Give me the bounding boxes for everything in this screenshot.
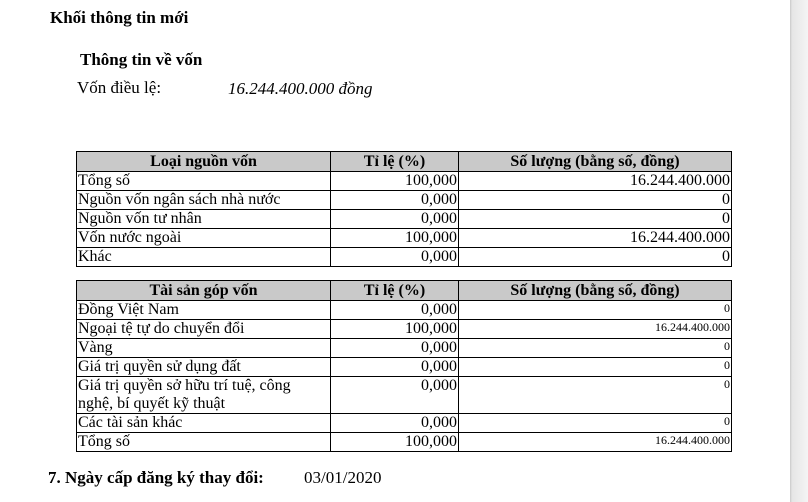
row-name: Tổng số (77, 433, 331, 452)
registration-date-label: 7. Ngày cấp đăng ký thay đổi: (48, 468, 264, 487)
capital-section-title: Thông tin về vốn (80, 50, 203, 69)
row-name: Đồng Việt Nam (77, 301, 331, 320)
capital-asset-table (76, 280, 732, 452)
table-row (77, 433, 732, 452)
row-name: Ngoại tệ tự do chuyển đổi (77, 320, 331, 339)
row-amount: 0 (459, 358, 732, 377)
row-amount: 0 (459, 191, 732, 210)
charter-capital-value: 16.244.400.000 đồng (228, 79, 373, 98)
registration-date-value: 03/01/2020 (304, 468, 382, 487)
table-row (77, 248, 732, 267)
row-name: Khác (77, 248, 331, 267)
column-header-ratio: Tỉ lệ (%) (331, 152, 459, 172)
row-ratio: 0,000 (331, 248, 459, 267)
row-amount: 16.244.400.000 (459, 172, 732, 191)
column-header-amount: Số lượng (bằng số, đồng) (459, 152, 732, 172)
column-header-ratio: Tỉ lệ (%) (331, 281, 459, 301)
table-row (77, 172, 732, 191)
table-row (77, 339, 732, 358)
row-name: Vàng (77, 339, 331, 358)
table-row (77, 320, 732, 339)
row-name: Các tài sản khác (77, 414, 331, 433)
column-header-asset-type: Tài sản góp vốn (77, 281, 331, 301)
row-ratio: 0,000 (331, 339, 459, 358)
block-title: Khối thông tin mới (50, 8, 189, 27)
row-name: Nguồn vốn tư nhân (77, 210, 331, 229)
row-ratio: 0,000 (331, 191, 459, 210)
table-row (77, 377, 732, 414)
row-amount: 0 (459, 248, 732, 267)
row-ratio: 0,000 (331, 301, 459, 320)
row-amount: 0 (459, 210, 732, 229)
row-name: Giá trị quyền sở hữu trí tuệ, công nghệ, bí quyết kỹ thuật (77, 377, 331, 414)
charter-capital-label: Vốn điều lệ: (77, 78, 162, 97)
table-row (77, 229, 732, 248)
row-amount: 16.244.400.000 (459, 320, 732, 339)
column-header-amount: Số lượng (bằng số, đồng) (459, 281, 732, 301)
page-edge-shadow (790, 0, 808, 502)
table-row (77, 191, 732, 210)
row-ratio: 100,000 (331, 229, 459, 248)
registration-change-date (48, 468, 382, 488)
row-name: Nguồn vốn ngân sách nhà nước (77, 191, 331, 210)
table-row (77, 414, 732, 433)
table-header-row (77, 281, 732, 301)
row-ratio: 0,000 (331, 358, 459, 377)
table-header-row (77, 152, 732, 172)
table-row (77, 358, 732, 377)
capital-source-table (76, 151, 732, 267)
row-amount: 0 (459, 377, 732, 414)
row-name: Tổng số (77, 172, 331, 191)
row-name: Vốn nước ngoài (77, 229, 331, 248)
row-amount: 0 (459, 414, 732, 433)
table-row (77, 210, 732, 229)
row-ratio: 0,000 (331, 210, 459, 229)
row-amount: 16.244.400.000 (459, 433, 732, 452)
row-ratio: 100,000 (331, 320, 459, 339)
row-ratio: 100,000 (331, 172, 459, 191)
column-header-source-type: Loại nguồn vốn (77, 152, 331, 172)
row-ratio: 0,000 (331, 377, 459, 414)
table-row (77, 301, 732, 320)
row-amount: 0 (459, 301, 732, 320)
row-ratio: 100,000 (331, 433, 459, 452)
row-name: Giá trị quyền sử dụng đất (77, 358, 331, 377)
row-amount: 16.244.400.000 (459, 229, 732, 248)
row-amount: 0 (459, 339, 732, 358)
row-ratio: 0,000 (331, 414, 459, 433)
